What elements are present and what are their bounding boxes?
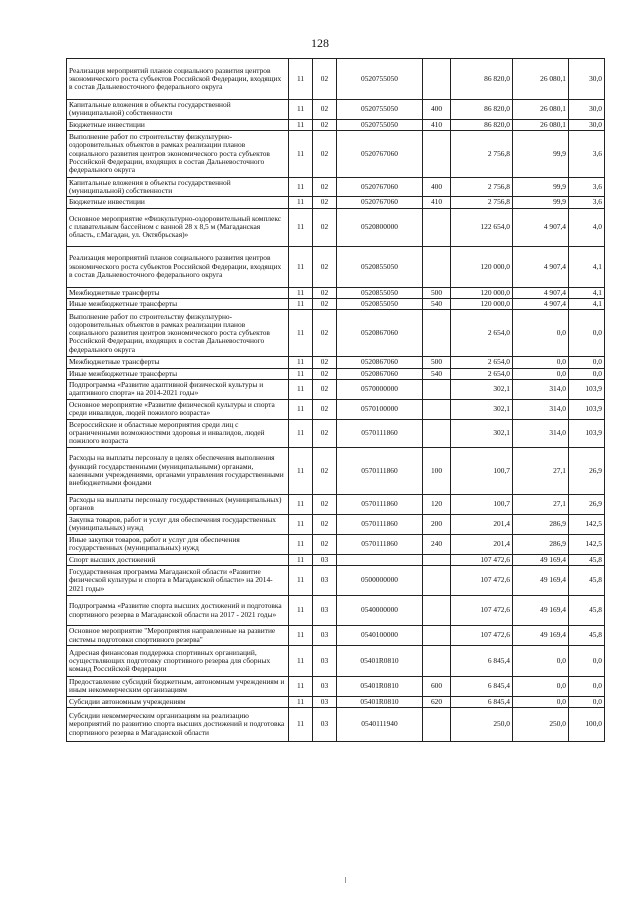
cell-name: Основное мероприятие «Физкультурно-оздоровительный комплекс с плавательным бассейном с ванной 28 х 8,5 м (Магаданская область, г.Магадан, ул. Октябрьская)» [67, 208, 289, 246]
cell-section: 11 [289, 130, 313, 177]
cell-actual: 26 080,1 [513, 119, 569, 130]
cell-target-item: 0520855050 [337, 287, 423, 298]
cell-percent: 103,9 [569, 399, 605, 419]
cell-subsection: 02 [313, 534, 337, 554]
table-row [67, 596, 605, 626]
cell-expense-type: 540 [423, 298, 451, 309]
cell-percent: 45,8 [569, 626, 605, 646]
cell-plan: 2 654,0 [451, 357, 513, 368]
cell-percent: 142,5 [569, 534, 605, 554]
cell-percent: 0,0 [569, 646, 605, 677]
cell-target-item: 0570111860 [337, 514, 423, 534]
cell-percent: 103,9 [569, 379, 605, 399]
cell-target-item: 0520855050 [337, 298, 423, 309]
cell-percent: 45,8 [569, 566, 605, 596]
cell-expense-type: 500 [423, 287, 451, 298]
table-row [67, 399, 605, 419]
cell-plan: 100,7 [451, 494, 513, 514]
cell-section: 11 [289, 696, 313, 707]
cell-target-item: 05401R0810 [337, 677, 423, 697]
cell-actual: 99,9 [513, 177, 569, 197]
cell-actual: 49 169,4 [513, 554, 569, 565]
cell-plan: 201,4 [451, 534, 513, 554]
cell-target-item: 0520755050 [337, 119, 423, 130]
cell-section: 11 [289, 626, 313, 646]
cell-actual: 250,0 [513, 707, 569, 741]
cell-name: Субсидии некоммерческим организациям на реализацию мероприятий по развитию спорта высших достижений и подготовка спортивного резерва в Магаданской области [67, 707, 289, 741]
cell-plan: 107 472,6 [451, 566, 513, 596]
cell-target-item: 0520867060 [337, 310, 423, 357]
table-row [67, 310, 605, 357]
cell-actual: 49 169,4 [513, 596, 569, 626]
cell-subsection: 02 [313, 447, 337, 494]
table-row [67, 379, 605, 399]
cell-expense-type: 400 [423, 100, 451, 120]
table-row [67, 130, 605, 177]
table-body [67, 59, 605, 742]
cell-name: Капитальные вложения в объекты государственной (муниципальной) собственности [67, 177, 289, 197]
cell-target-item: 0520767060 [337, 177, 423, 197]
cell-target-item: 0570111860 [337, 534, 423, 554]
cell-plan: 107 472,6 [451, 596, 513, 626]
cell-actual: 4 907,4 [513, 246, 569, 287]
cell-expense-type: 500 [423, 357, 451, 368]
table-row [67, 177, 605, 197]
cell-expense-type: 410 [423, 197, 451, 208]
cell-expense-type: 540 [423, 368, 451, 379]
cell-section: 11 [289, 707, 313, 741]
cell-section: 11 [289, 100, 313, 120]
cell-target-item: 0520755050 [337, 100, 423, 120]
cell-subsection: 02 [313, 100, 337, 120]
cell-actual: 99,9 [513, 197, 569, 208]
cell-name: Реализация мероприятий планов социального развития центров экономического роста субъектов Российской Федерации, входящих в состав Дальневосточного федерального округа [67, 59, 289, 100]
cell-name: Основное мероприятие "Мероприятия направленные на развитие системы подготовки спортивного резерва" [67, 626, 289, 646]
cell-section: 11 [289, 419, 313, 447]
cell-name: Иные закупки товаров, работ и услуг для обеспечения государственных (муниципальных) нужд [67, 534, 289, 554]
table-row [67, 100, 605, 120]
cell-expense-type [423, 419, 451, 447]
cell-plan: 6 845,4 [451, 677, 513, 697]
cell-actual: 0,0 [513, 696, 569, 707]
cell-target-item: 0520855050 [337, 246, 423, 287]
cell-actual: 286,9 [513, 534, 569, 554]
table-row [67, 419, 605, 447]
cell-expense-type [423, 208, 451, 246]
cell-expense-type: 400 [423, 177, 451, 197]
cell-percent: 4,0 [569, 208, 605, 246]
cell-subsection: 03 [313, 707, 337, 741]
cell-name: Спорт высших достижений [67, 554, 289, 565]
cell-section: 11 [289, 246, 313, 287]
cell-name: Иные межбюджетные трансферты [67, 298, 289, 309]
cell-target-item: 0570100000 [337, 399, 423, 419]
cell-expense-type [423, 379, 451, 399]
cell-plan: 2 756,8 [451, 197, 513, 208]
cell-percent: 4,1 [569, 246, 605, 287]
cell-percent: 0,0 [569, 357, 605, 368]
cell-subsection: 02 [313, 197, 337, 208]
cell-target-item: 0520867060 [337, 368, 423, 379]
cell-subsection: 02 [313, 287, 337, 298]
cell-plan: 2 654,0 [451, 310, 513, 357]
table-row [67, 707, 605, 741]
cell-plan: 6 845,4 [451, 646, 513, 677]
cell-subsection: 02 [313, 130, 337, 177]
cell-expense-type: 240 [423, 534, 451, 554]
budget-table [66, 58, 605, 742]
cell-section: 11 [289, 494, 313, 514]
cell-target-item: 0500000000 [337, 566, 423, 596]
cell-subsection: 02 [313, 246, 337, 287]
bottom-mark [345, 877, 346, 883]
cell-percent: 3,6 [569, 197, 605, 208]
table-row [67, 59, 605, 100]
cell-percent: 26,9 [569, 447, 605, 494]
cell-plan: 86 820,0 [451, 59, 513, 100]
table-row [67, 554, 605, 565]
cell-section: 11 [289, 596, 313, 626]
cell-percent: 100,0 [569, 707, 605, 741]
cell-expense-type [423, 596, 451, 626]
cell-subsection: 03 [313, 566, 337, 596]
cell-actual: 49 169,4 [513, 626, 569, 646]
cell-subsection: 03 [313, 696, 337, 707]
table-row [67, 514, 605, 534]
cell-subsection: 02 [313, 208, 337, 246]
table-row [67, 447, 605, 494]
cell-name: Реализация мероприятий планов социального развития центров экономического роста субъектов Российской Федерации, входящих в состав Дальневосточного федерального округа [67, 246, 289, 287]
cell-target-item: 0570111860 [337, 419, 423, 447]
page-number: 128 [311, 36, 329, 50]
cell-actual: 286,9 [513, 514, 569, 534]
cell-percent: 3,6 [569, 130, 605, 177]
cell-section: 11 [289, 646, 313, 677]
cell-target-item: 05401R0810 [337, 646, 423, 677]
cell-subsection: 02 [313, 357, 337, 368]
cell-expense-type [423, 130, 451, 177]
cell-plan: 100,7 [451, 447, 513, 494]
cell-section: 11 [289, 208, 313, 246]
cell-expense-type [423, 310, 451, 357]
cell-target-item: 0540000000 [337, 596, 423, 626]
cell-actual: 4 907,4 [513, 287, 569, 298]
cell-expense-type [423, 399, 451, 419]
cell-percent: 30,0 [569, 100, 605, 120]
cell-actual: 27,1 [513, 447, 569, 494]
cell-actual: 4 907,4 [513, 298, 569, 309]
cell-name: Государственная программа Магаданской области «Развитие физической культуры и спорта в Магаданской области» на 2014-2021 годы» [67, 566, 289, 596]
cell-name: Подпрограмма «Развитие адаптивной физической культуры и адаптивного спорта» на 2014-2021 годы» [67, 379, 289, 399]
cell-section: 11 [289, 566, 313, 596]
cell-subsection: 03 [313, 554, 337, 565]
cell-percent: 0,0 [569, 310, 605, 357]
cell-expense-type: 200 [423, 514, 451, 534]
cell-section: 11 [289, 298, 313, 309]
cell-name: Межбюджетные трансферты [67, 287, 289, 298]
cell-subsection: 02 [313, 379, 337, 399]
cell-subsection: 02 [313, 119, 337, 130]
cell-actual: 0,0 [513, 677, 569, 697]
cell-target-item: 0520767060 [337, 197, 423, 208]
cell-percent: 4,1 [569, 298, 605, 309]
cell-subsection: 03 [313, 677, 337, 697]
cell-section: 11 [289, 554, 313, 565]
cell-name: Межбюджетные трансферты [67, 357, 289, 368]
cell-actual: 26 080,1 [513, 59, 569, 100]
table-row [67, 368, 605, 379]
cell-name: Расходы на выплаты персоналу государственных (муниципальных) органов [67, 494, 289, 514]
cell-percent: 45,8 [569, 596, 605, 626]
cell-expense-type: 410 [423, 119, 451, 130]
cell-expense-type [423, 554, 451, 565]
cell-section: 11 [289, 310, 313, 357]
cell-name: Бюджетные инвестиции [67, 197, 289, 208]
cell-expense-type [423, 59, 451, 100]
cell-subsection: 03 [313, 646, 337, 677]
cell-plan: 2 756,8 [451, 130, 513, 177]
table-row [67, 696, 605, 707]
cell-name: Капитальные вложения в объекты государственной (муниципальной) собственности [67, 100, 289, 120]
cell-expense-type [423, 646, 451, 677]
cell-plan: 120 000,0 [451, 287, 513, 298]
cell-percent: 0,0 [569, 368, 605, 379]
cell-target-item: 0540111940 [337, 707, 423, 741]
table-row [67, 298, 605, 309]
cell-actual: 314,0 [513, 399, 569, 419]
cell-section: 11 [289, 399, 313, 419]
cell-expense-type [423, 626, 451, 646]
cell-target-item: 0520800000 [337, 208, 423, 246]
cell-plan: 86 820,0 [451, 119, 513, 130]
cell-target-item: 0520767060 [337, 130, 423, 177]
cell-name: Предоставление субсидий бюджетным, автономным учреждениям и иным некоммерческим организациям [67, 677, 289, 697]
cell-percent: 3,6 [569, 177, 605, 197]
cell-expense-type: 100 [423, 447, 451, 494]
cell-section: 11 [289, 287, 313, 298]
cell-subsection: 03 [313, 626, 337, 646]
cell-name: Закупка товаров, работ и услуг для обеспечения государственных (муниципальных) нужд [67, 514, 289, 534]
table-row [67, 534, 605, 554]
table-row [67, 197, 605, 208]
table-row [67, 494, 605, 514]
table-row [67, 208, 605, 246]
cell-section: 11 [289, 447, 313, 494]
cell-subsection: 02 [313, 494, 337, 514]
cell-name: Бюджетные инвестиции [67, 119, 289, 130]
cell-plan: 2 756,8 [451, 177, 513, 197]
cell-subsection: 02 [313, 177, 337, 197]
table-row [67, 677, 605, 697]
table-row [67, 646, 605, 677]
cell-actual: 0,0 [513, 368, 569, 379]
cell-plan: 86 820,0 [451, 100, 513, 120]
cell-plan: 120 000,0 [451, 298, 513, 309]
cell-expense-type: 620 [423, 696, 451, 707]
cell-actual: 27,1 [513, 494, 569, 514]
cell-target-item [337, 554, 423, 565]
cell-target-item: 0570111860 [337, 447, 423, 494]
cell-plan: 107 472,6 [451, 554, 513, 565]
cell-name: Субсидии автономным учреждениям [67, 696, 289, 707]
cell-plan: 2 654,0 [451, 368, 513, 379]
cell-name: Иные межбюджетные трансферты [67, 368, 289, 379]
cell-name: Выполнение работ по строительству физкультурно-оздоровительных объектов в рамках реализации планов социального развития центров экономического роста субъектов Российской Федерации, входящих в состав Дальневосточного федерального округа [67, 130, 289, 177]
cell-name: Основное мероприятие «Развитие физической культуры и спорта среди инвалидов, людей пожилого возраста» [67, 399, 289, 419]
cell-section: 11 [289, 59, 313, 100]
cell-percent: 30,0 [569, 59, 605, 100]
cell-name: Адресная финансовая поддержка спортивных организаций, осуществляющих подготовку спортивного резерва для сборных команд Российской Федерации [67, 646, 289, 677]
cell-target-item: 0570000000 [337, 379, 423, 399]
cell-plan: 201,4 [451, 514, 513, 534]
cell-plan: 250,0 [451, 707, 513, 741]
cell-plan: 6 845,4 [451, 696, 513, 707]
cell-percent: 45,8 [569, 554, 605, 565]
cell-section: 11 [289, 677, 313, 697]
table-row [67, 626, 605, 646]
cell-actual: 0,0 [513, 357, 569, 368]
cell-subsection: 02 [313, 298, 337, 309]
cell-actual: 0,0 [513, 310, 569, 357]
cell-target-item: 0540100000 [337, 626, 423, 646]
cell-actual: 4 907,4 [513, 208, 569, 246]
cell-section: 11 [289, 177, 313, 197]
cell-actual: 99,9 [513, 130, 569, 177]
cell-expense-type: 120 [423, 494, 451, 514]
cell-section: 11 [289, 357, 313, 368]
cell-section: 11 [289, 514, 313, 534]
cell-expense-type: 600 [423, 677, 451, 697]
cell-name: Всероссийские и областные мероприятия среди лиц с ограниченными возможностями здоровья и инвалидов, людей пожилого возраста [67, 419, 289, 447]
table-row [67, 287, 605, 298]
cell-plan: 122 654,0 [451, 208, 513, 246]
cell-actual: 0,0 [513, 646, 569, 677]
cell-plan: 302,1 [451, 419, 513, 447]
cell-section: 11 [289, 197, 313, 208]
cell-percent: 103,9 [569, 419, 605, 447]
cell-plan: 107 472,6 [451, 626, 513, 646]
cell-target-item: 0520867060 [337, 357, 423, 368]
cell-expense-type [423, 566, 451, 596]
cell-percent: 26,9 [569, 494, 605, 514]
cell-subsection: 02 [313, 59, 337, 100]
table-row [67, 119, 605, 130]
cell-target-item: 0570111860 [337, 494, 423, 514]
cell-section: 11 [289, 368, 313, 379]
cell-plan: 302,1 [451, 399, 513, 419]
cell-name: Выполнение работ по строительству физкультурно-оздоровительных объектов в рамках реализации планов социального развития центров экономического роста субъектов Российской Федерации, входящих в состав Дальневосточного федерального округа [67, 310, 289, 357]
cell-actual: 26 080,1 [513, 100, 569, 120]
cell-actual: 314,0 [513, 379, 569, 399]
cell-expense-type [423, 707, 451, 741]
cell-target-item: 05401R0810 [337, 696, 423, 707]
cell-plan: 302,1 [451, 379, 513, 399]
cell-subsection: 02 [313, 399, 337, 419]
cell-section: 11 [289, 379, 313, 399]
cell-subsection: 03 [313, 596, 337, 626]
cell-percent: 0,0 [569, 696, 605, 707]
table-row [67, 246, 605, 287]
cell-subsection: 02 [313, 419, 337, 447]
cell-name: Подпрограмма «Развитие спорта высших достижений и подготовка спортивного резерва в Магаданской области на 2017 - 2021 годы» [67, 596, 289, 626]
cell-actual: 49 169,4 [513, 566, 569, 596]
cell-percent: 4,1 [569, 287, 605, 298]
cell-plan: 120 000,0 [451, 246, 513, 287]
cell-expense-type [423, 246, 451, 287]
table-row [67, 357, 605, 368]
cell-section: 11 [289, 119, 313, 130]
cell-subsection: 02 [313, 310, 337, 357]
cell-target-item: 0520755050 [337, 59, 423, 100]
cell-percent: 30,0 [569, 119, 605, 130]
cell-percent: 0,0 [569, 677, 605, 697]
cell-subsection: 02 [313, 514, 337, 534]
cell-subsection: 02 [313, 368, 337, 379]
cell-percent: 142,5 [569, 514, 605, 534]
table-row [67, 566, 605, 596]
cell-actual: 314,0 [513, 419, 569, 447]
cell-name: Расходы на выплаты персоналу в целях обеспечения выполнения функций государственными (муниципальными) органами, казенными учреждениями, органами управления государственными внебюджетными фондами [67, 447, 289, 494]
cell-section: 11 [289, 534, 313, 554]
